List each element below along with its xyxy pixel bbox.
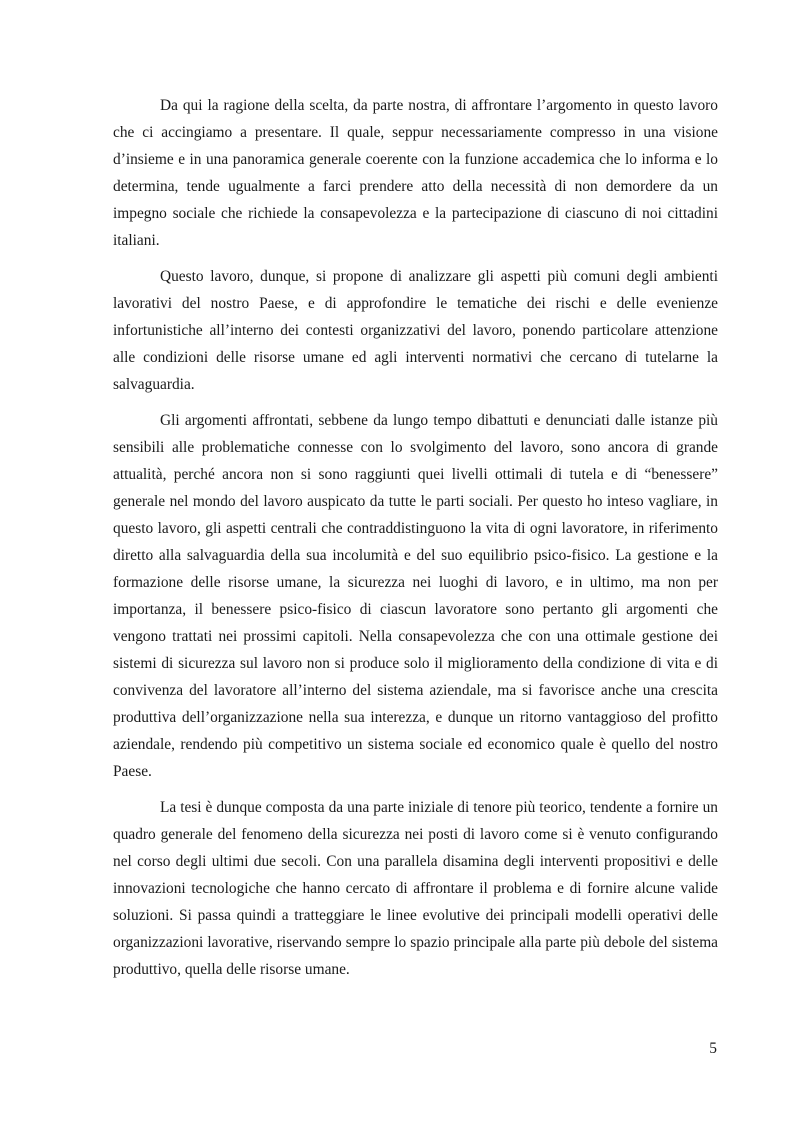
paragraph-4: La tesi è dunque composta da una parte iniziale di tenore più teorico, tendente a fornire un quadro generale del fenomeno della sicurezza nei posti di lavoro come si è venuto configurando nel corso degli ultimi due secoli. Con una parallela disamina degli interventi propositivi e delle innovazioni tecnologiche che hanno cercato di affrontare il problema e di fornire alcune valide soluzioni. Si passa quindi a tratteggiare le linee evolutive dei principali modelli operativi delle organizzazioni lavorative, riservando sempre lo spazio principale alla parte più debole del sistema produttivo, quella delle risorse umane. [113, 799, 718, 978]
page-number: 5 [709, 1040, 717, 1057]
paragraph-3: Gli argomenti affrontati, sebbene da lungo tempo dibattuti e denunciati dalle istanze più sensibili alle problematiche connesse con lo svolgimento del lavoro, sono ancora di grande attualità, perché ancora non si sono raggiunti quei livelli ottimali di tutela e di “benessere” generale nel mondo del lavoro auspicato da tutte le parti sociali. Per questo ho inteso vagliare, in questo lavoro, gli aspetti centrali che contraddistinguono la vita di ogni lavoratore, in riferimento diretto alla salvaguardia della sua incolumità e del suo equilibrio psico-fisico. La gestione e la formazione delle risorse umane, la sicurezza nei luoghi di lavoro, e in ultimo, ma non per importanza, il benessere psico-fisico di ciascun lavoratore sono pertanto gli argomenti che vengono trattati nei prossimi capitoli. Nella consapevolezza che con una ottimale gestione dei sistemi di sicurezza sul lavoro non si produce solo il miglioramento della condizione di vita e di convivenza del lavoratore all’interno del sistema aziendale, ma si favorisce anche una crescita produttiva dell’organizzazione nella sua interezza, e dunque un ritorno vantaggioso del profitto aziendale, rendendo più competitivo un sistema sociale ed economico quale è quello del nostro Paese. [113, 412, 718, 780]
body-text [113, 92, 718, 992]
paragraph-2: Questo lavoro, dunque, si propone di analizzare gli aspetti più comuni degli ambienti lavorativi del nostro Paese, e di approfondire le tematiche dei rischi e delle evenienze infortunistiche all’interno dei contesti organizzativi del lavoro, ponendo particolare attenzione alle condizioni delle risorse umane ed agli interventi normativi che cercano di tutelarne la salvaguardia. [113, 268, 718, 393]
paragraph-1: Da qui la ragione della scelta, da parte nostra, di affrontare l’argomento in questo lavoro che ci accingiamo a presentare. Il quale, seppur necessariamente compresso in una visione d’insieme e in una panoramica generale coerente con la funzione accademica che lo informa e lo determina, tende ugualmente a farci prendere atto della necessità di non demordere da un impegno sociale che richiede la consapevolezza e la partecipazione di ciascuno di noi cittadini italiani. [113, 97, 718, 249]
